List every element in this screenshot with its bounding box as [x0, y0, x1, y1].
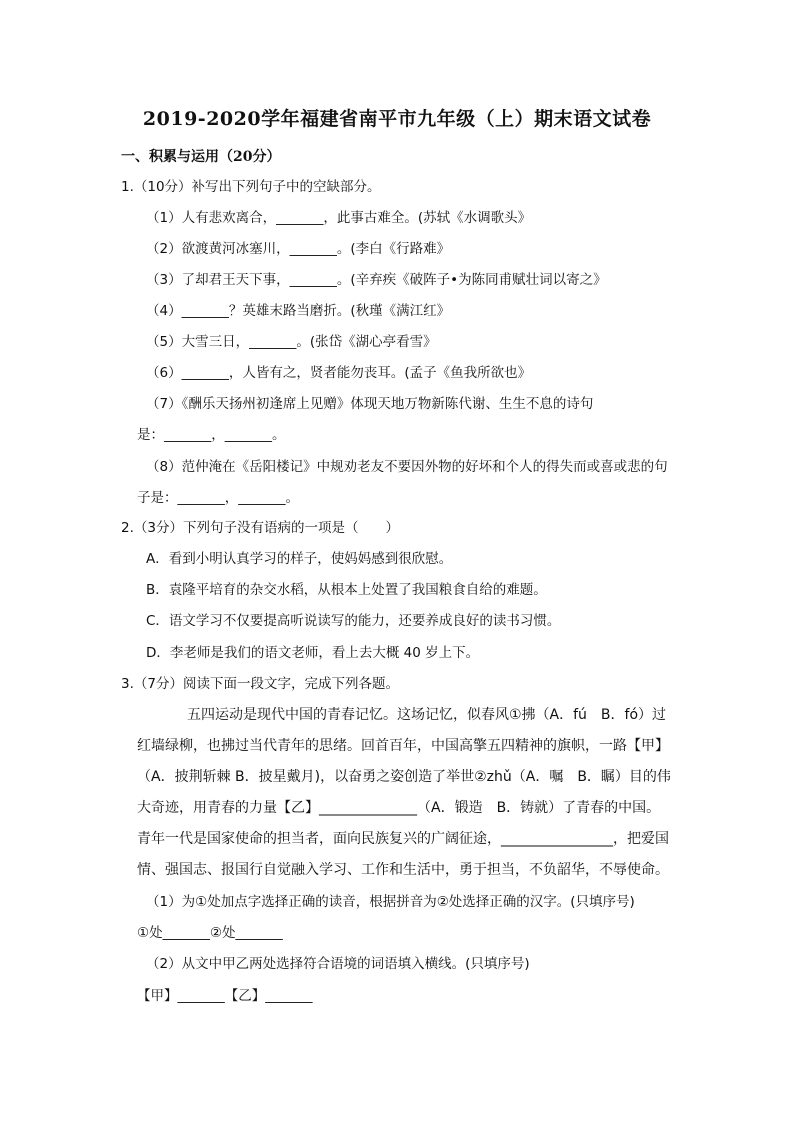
q3-sub-1-answer: ①处_______②处_______	[137, 925, 283, 941]
passage-line-2: 红墙绿柳，也拂过当代青年的思绪。回首百年，中国高擎五四精神的旗帜，一路【甲】	[137, 738, 669, 754]
question-3-stem: 3.（7分）阅读下面一段文字，完成下列各题。	[121, 676, 399, 692]
q1-item-7: （7）《酬乐天扬州初逢席上见赠》体现天地万物新陈代谢、生生不息的诗句	[146, 396, 594, 412]
q3-sub-2: （2）从文中甲乙两处选择符合语境的词语填入横线。(只填序号)	[146, 956, 530, 972]
passage-line-3: （A．披荆斩棘 B．披星戴月)，以奋勇之姿创造了举世②zhǔ（A．嘱 B．瞩）目的伟	[137, 769, 671, 785]
passage-line-1: 五四运动是现代中国的青春记忆。这场记忆，似春风①拂（A．fú B．fó）过	[187, 707, 667, 723]
question-2-stem: 2.（3分）下列句子没有语病的一项是（ ）	[121, 520, 399, 536]
section-heading: 一、积累与运用（20分）	[121, 149, 281, 165]
q1-item-8-cont: 子是：_______，_______。	[137, 490, 299, 506]
passage-line-6: 情、强国志、报国行自觉融入学习、工作和生活中，勇于担当，不负韶华，不辱使命。	[137, 862, 669, 878]
q2-option-b: B．袁隆平培育的杂交水稻，从根本上处置了我国粮食自给的难题。	[146, 582, 547, 598]
q1-item-5: （5）大雪三日，_______。(张岱《湖心亭看雪》	[146, 334, 437, 350]
q3-sub-2-answer: 【甲】_______【乙】_______	[137, 988, 313, 1004]
q1-item-2: （2）欲渡黄河冰塞川，_______。(李白《行路难》	[146, 241, 451, 257]
q3-sub-1: （1）为①处加点字选择正确的读音，根据拼音为②处选择正确的汉字。(只填序号)	[146, 894, 635, 910]
q1-item-7-cont: 是：_______，_______。	[137, 427, 286, 443]
q1-item-6: （6）_______，人皆有之，贤者能勿丧耳。(孟子《鱼我所欲也》	[146, 365, 532, 381]
q2-option-d: D．李老师是我们的语文老师，看上去大概 40 岁上下。	[146, 645, 480, 661]
q1-item-3: （3）了却君王天下事，_______。(辛弃疾《破阵子•为陈同甫赋壮词以寄之》	[146, 272, 607, 288]
q1-item-8: （8）范仲淹在《岳阳楼记》中规劝老友不要因外物的好坏和个人的得失而或喜或悲的句	[146, 459, 668, 475]
q1-item-4: （4）_______？英雄末路当磨折。(秋瑾《满江红》	[146, 303, 451, 319]
q2-option-a: A．看到小明认真学习的样子，使妈妈感到很欣慰。	[146, 551, 453, 567]
passage-line-5: 青年一代是国家使命的担当者，面向民族复兴的广阔征途，________________，把爱国	[137, 831, 669, 847]
passage-line-4: 大奇迹，用青春的力量【乙】______________（A．锻造 B．铸就）了青春的中国。	[137, 800, 661, 816]
page-title: 2019-2020学年福建省南平市九年级（上）期末语文试卷	[142, 108, 652, 130]
q2-option-c: C．语文学习不仅要提高听说读写的能力，还要养成良好的读书习惯。	[146, 613, 561, 629]
question-1-stem: 1.（10分）补写出下列句子中的空缺部分。	[121, 179, 381, 195]
q1-item-1: （1）人有悲欢离合，_______，此事古难全。(苏轼《水调歌头》	[146, 210, 532, 226]
